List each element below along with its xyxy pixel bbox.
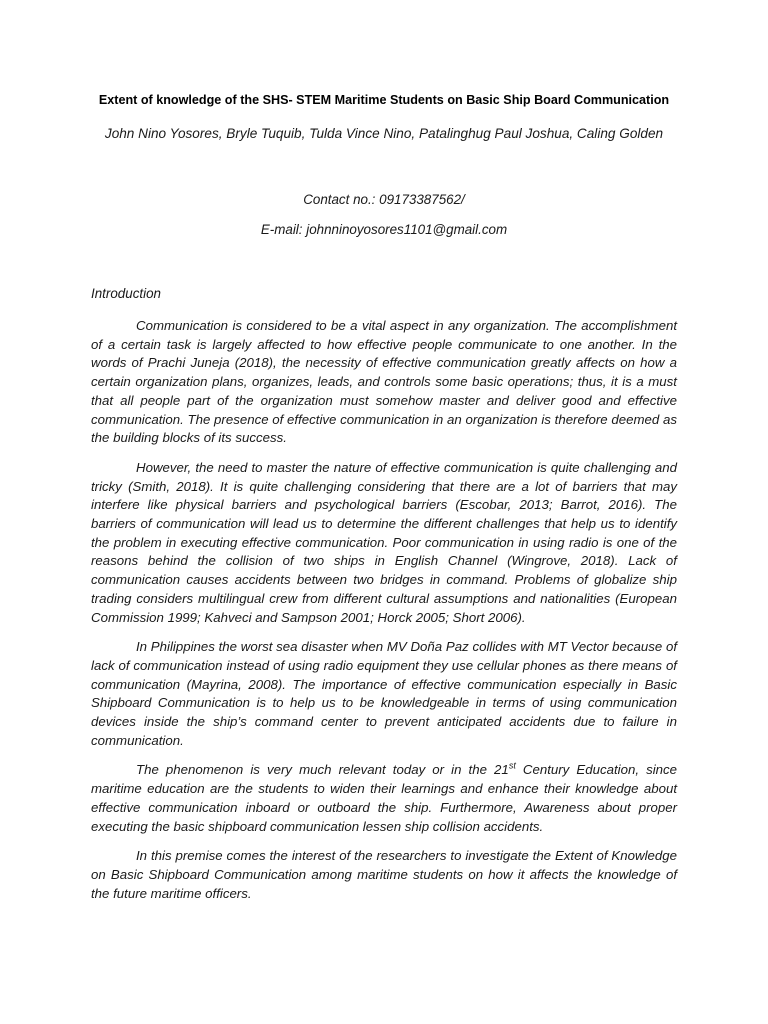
paragraph-4-text-start: The phenomenon is very much relevant today or in the 21 [136,762,509,778]
contact-number: Contact no.: 09173387562/ [303,192,465,207]
paragraph-4-text-end: Century Education, since maritime education are the students to widen their learnings and enhance their knowledge about effective communication inboard or outboard the ship. Furthermore, Awareness about proper executing the basic shipboard communication lessen ship collision accidents. [91,762,678,834]
paragraph-1: Communication is considered to be a vital aspect in any organization. The accomplishment of a certain task is largely affected to how effective people communicate to one another. In the words of Prachi Juneja (2018), the necessity of effective communication greatly affects on how a certain organization plans, organizes, leads, and controls some basic operations; thus, it is a must that all people part of the organization must somehow master and deliver good and effective communication. The presence of effective communication in an organization is therefore deemed as the building blocks of its success. [91,318,677,446]
paper-title: Extent of knowledge of the SHS- STEM Maritime Students on Basic Ship Board Communication [98,93,670,107]
author-list: John Nino Yosores, Bryle Tuquib, Tulda Vince Nino, Patalinghug Paul Joshua, Caling Golden [104,126,664,141]
paragraph-2: However, the need to master the nature of effective communication is quite challenging and tricky (Smith, 2018). It is quite challenging considering that there are a lot of barriers that may interfere like physical barriers and psychological barriers (Escobar, 2013; Barrot, 2016). The barriers of communication will lead us to determine the different challenges that help us to identify the problem in executing effective communication. Poor communication in using radio is one of the reasons behind the collision of two ships in English Channel (Wingrove, 2018). Lack of communication causes accidents between two bridges in command. Problems of globalize ship trading considers multilingual crew from different cultural assumptions and nationalities (European Commission 1999; Kahveci and Sampson 2001; Horck 2005; Short 2006). [91,459,677,625]
introduction-body [91,317,677,914]
paragraph-5: In this premise comes the interest of the researchers to investigate the Extent of Knowledge on Basic Shipboard Communication among maritime students on how it affects the knowledge of the future maritime officers. [91,848,677,901]
paragraph-4 [91,761,677,836]
ordinal-superscript: st [508,761,516,772]
section-heading-introduction: Introduction [91,286,161,301]
contact-email: E-mail: johnninoyosores1101@gmail.com [260,222,508,237]
paragraph-3: In Philippines the worst sea disaster when MV Doña Paz collides with MT Vector because of lack of communication instead of using radio equipment they use cellular phones as there means of communication (Mayrina, 2008). The importance of effective communication especially in Basic Shipboard Communication is to help us to be knowledgeable in terms of using communication devices inside the ship’s command center to prevent anticipated accidents due to failure in communication. [91,639,677,748]
